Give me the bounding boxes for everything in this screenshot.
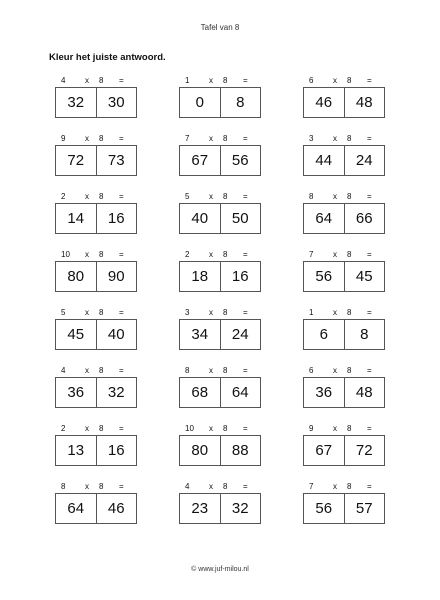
answer-option[interactable]: 8 [344,320,385,349]
exercise-item [303,191,385,236]
exercise-item [55,307,137,352]
answer-option[interactable]: 16 [220,262,261,291]
exercise-item [55,75,137,120]
answer-options [55,261,137,292]
multiplier: 8 [347,482,352,491]
answer-option[interactable]: 32 [56,88,96,117]
times-sign: x [333,250,337,259]
multiplicand: 10 [61,250,70,259]
exercise-question [55,365,137,376]
exercise-item [55,365,137,410]
exercise-item [179,249,261,294]
answer-options [303,435,385,466]
times-sign: x [85,424,89,433]
multiplicand: 4 [61,76,66,85]
answer-options [55,435,137,466]
answer-option[interactable]: 73 [96,146,137,175]
answer-options [303,87,385,118]
equals-sign: = [119,308,124,317]
multiplier: 8 [223,192,228,201]
answer-option[interactable]: 44 [304,146,344,175]
exercise-question [179,307,261,318]
exercise-item [179,423,261,468]
exercise-question [55,191,137,202]
answer-option[interactable]: 72 [344,436,385,465]
answer-option[interactable]: 48 [344,378,385,407]
equals-sign: = [367,482,372,491]
times-sign: x [333,482,337,491]
footer-credit: © www.juf-milou.nl [191,566,249,573]
answer-option[interactable]: 56 [220,146,261,175]
equals-sign: = [243,424,248,433]
answer-options [303,377,385,408]
multiplicand: 9 [61,134,66,143]
answer-option[interactable]: 24 [220,320,261,349]
equals-sign: = [119,424,124,433]
times-sign: x [85,308,89,317]
equals-sign: = [243,482,248,491]
multiplicand: 7 [185,134,190,143]
exercise-question [303,133,385,144]
multiplicand: 1 [309,308,314,317]
answer-option[interactable]: 24 [344,146,385,175]
multiplier: 8 [347,76,352,85]
answer-option[interactable]: 40 [180,204,220,233]
instruction-text: Kleur het juiste antwoord. [49,52,166,63]
answer-option[interactable]: 36 [304,378,344,407]
multiplicand: 8 [309,192,314,201]
multiplicand: 3 [309,134,314,143]
answer-option[interactable]: 80 [56,262,96,291]
answer-option[interactable]: 50 [220,204,261,233]
answer-option[interactable]: 48 [344,88,385,117]
exercise-item [303,307,385,352]
times-sign: x [333,366,337,375]
multiplicand: 2 [61,424,66,433]
times-sign: x [85,76,89,85]
answer-options [303,261,385,292]
answer-option[interactable]: 16 [96,436,137,465]
times-sign: x [209,424,213,433]
multiplicand: 2 [61,192,66,201]
answer-option[interactable]: 6 [304,320,344,349]
multiplicand: 10 [185,424,194,433]
equals-sign: = [243,250,248,259]
multiplicand: 3 [185,308,190,317]
answer-option[interactable]: 23 [180,494,220,523]
multiplier: 8 [99,308,104,317]
exercise-question [55,133,137,144]
multiplier: 8 [99,250,104,259]
answer-options [55,493,137,524]
equals-sign: = [119,192,124,201]
multiplier: 8 [223,482,228,491]
equals-sign: = [119,76,124,85]
times-sign: x [85,366,89,375]
equals-sign: = [243,134,248,143]
answer-option[interactable]: 57 [344,494,385,523]
answer-options [179,87,261,118]
answer-options [179,377,261,408]
multiplier: 8 [223,250,228,259]
exercise-grid [55,75,385,526]
exercise-question [303,307,385,318]
times-sign: x [85,134,89,143]
multiplier: 8 [99,134,104,143]
multiplicand: 7 [309,250,314,259]
answer-option[interactable]: 32 [96,378,137,407]
answer-option[interactable]: 64 [220,378,261,407]
multiplier: 8 [223,366,228,375]
exercise-question [179,423,261,434]
exercise-question [303,423,385,434]
equals-sign: = [367,76,372,85]
multiplier: 8 [347,250,352,259]
equals-sign: = [367,366,372,375]
equals-sign: = [119,134,124,143]
answer-options [179,203,261,234]
exercise-question [55,307,137,318]
answer-option[interactable]: 56 [304,494,344,523]
equals-sign: = [367,134,372,143]
answer-option[interactable]: 67 [304,436,344,465]
multiplicand: 9 [309,424,314,433]
exercise-item [303,481,385,526]
exercise-item [55,249,137,294]
exercise-item [55,191,137,236]
equals-sign: = [367,308,372,317]
multiplier: 8 [99,76,104,85]
equals-sign: = [243,192,248,201]
answer-options [303,145,385,176]
multiplicand: 4 [61,366,66,375]
exercise-question [55,75,137,86]
multiplicand: 7 [309,482,314,491]
times-sign: x [85,250,89,259]
exercise-question [179,481,261,492]
multiplicand: 6 [309,366,314,375]
answer-option[interactable]: 88 [220,436,261,465]
times-sign: x [209,134,213,143]
times-sign: x [85,482,89,491]
exercise-question [179,249,261,260]
exercise-item [303,75,385,120]
multiplier: 8 [347,366,352,375]
exercise-question [179,133,261,144]
equals-sign: = [243,366,248,375]
exercise-item [179,191,261,236]
answer-options [55,319,137,350]
answer-option[interactable]: 68 [180,378,220,407]
answer-option[interactable]: 34 [180,320,220,349]
answer-option[interactable]: 72 [56,146,96,175]
answer-option[interactable]: 18 [180,262,220,291]
equals-sign: = [367,250,372,259]
exercise-question [303,481,385,492]
times-sign: x [333,192,337,201]
page-title: Tafel van 8 [200,23,240,32]
answer-option[interactable]: 36 [56,378,96,407]
answer-options [55,203,137,234]
answer-option[interactable]: 46 [96,494,137,523]
answer-option[interactable]: 14 [56,204,96,233]
exercise-question [303,249,385,260]
exercise-item [55,133,137,178]
answer-options [303,203,385,234]
answer-option[interactable]: 80 [180,436,220,465]
exercise-item [179,307,261,352]
exercise-question [303,75,385,86]
multiplier: 8 [347,424,352,433]
equals-sign: = [243,76,248,85]
multiplier: 8 [347,134,352,143]
answer-option[interactable]: 8 [220,88,261,117]
multiplicand: 5 [185,192,190,201]
answer-option[interactable]: 64 [56,494,96,523]
answer-option[interactable]: 66 [344,204,385,233]
exercise-item [303,365,385,410]
answer-option[interactable]: 0 [180,88,220,117]
answer-options [303,319,385,350]
times-sign: x [209,482,213,491]
answer-option[interactable]: 90 [96,262,137,291]
answer-options [179,261,261,292]
exercise-question [179,75,261,86]
multiplier: 8 [99,482,104,491]
times-sign: x [209,366,213,375]
exercise-item [179,75,261,120]
answer-options [55,145,137,176]
multiplier: 8 [223,424,228,433]
answer-option[interactable]: 67 [180,146,220,175]
multiplier: 8 [347,308,352,317]
multiplicand: 8 [61,482,66,491]
answer-option[interactable]: 45 [56,320,96,349]
answer-option[interactable]: 56 [304,262,344,291]
multiplier: 8 [99,192,104,201]
answer-options [179,435,261,466]
answer-option[interactable]: 64 [304,204,344,233]
answer-option[interactable]: 32 [220,494,261,523]
exercise-item [303,423,385,468]
equals-sign: = [119,482,124,491]
multiplier: 8 [223,76,228,85]
multiplicand: 1 [185,76,190,85]
multiplicand: 2 [185,250,190,259]
answer-option[interactable]: 46 [304,88,344,117]
times-sign: x [85,192,89,201]
answer-options [179,319,261,350]
times-sign: x [333,308,337,317]
times-sign: x [333,424,337,433]
exercise-item [303,133,385,178]
multiplicand: 5 [61,308,66,317]
exercise-item [55,481,137,526]
equals-sign: = [367,424,372,433]
multiplicand: 8 [185,366,190,375]
answer-option[interactable]: 45 [344,262,385,291]
exercise-question [303,191,385,202]
equals-sign: = [119,250,124,259]
answer-options [55,87,137,118]
times-sign: x [209,250,213,259]
times-sign: x [333,134,337,143]
multiplier: 8 [99,366,104,375]
answer-options [179,145,261,176]
answer-option[interactable]: 16 [96,204,137,233]
multiplier: 8 [223,134,228,143]
answer-option[interactable]: 30 [96,88,137,117]
multiplicand: 6 [309,76,314,85]
exercise-item [55,423,137,468]
answer-options [303,493,385,524]
multiplier: 8 [347,192,352,201]
answer-option[interactable]: 40 [96,320,137,349]
times-sign: x [333,76,337,85]
equals-sign: = [367,192,372,201]
answer-option[interactable]: 13 [56,436,96,465]
times-sign: x [209,76,213,85]
times-sign: x [209,192,213,201]
times-sign: x [209,308,213,317]
exercise-item [179,133,261,178]
equals-sign: = [243,308,248,317]
answer-options [55,377,137,408]
exercise-item [179,365,261,410]
multiplicand: 4 [185,482,190,491]
exercise-question [303,365,385,376]
exercise-question [55,249,137,260]
multiplier: 8 [223,308,228,317]
exercise-item [179,481,261,526]
multiplier: 8 [99,424,104,433]
exercise-question [55,481,137,492]
exercise-question [179,191,261,202]
equals-sign: = [119,366,124,375]
answer-options [179,493,261,524]
exercise-question [55,423,137,434]
exercise-item [303,249,385,294]
exercise-question [179,365,261,376]
